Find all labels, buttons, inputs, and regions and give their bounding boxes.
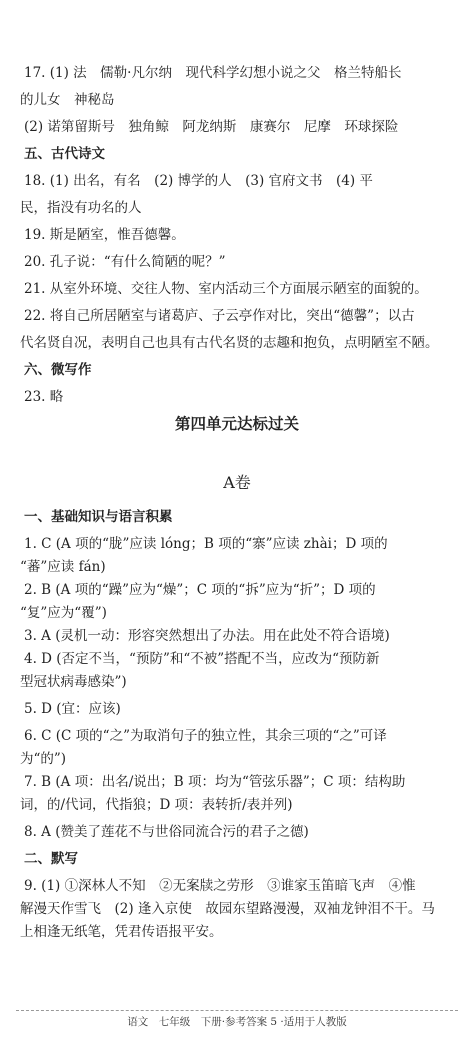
answer-1-line-1: 1. C (A 项的“胧”应读 lóng；B 项的“寨”应读 zhài；D 项的 — [24, 536, 388, 552]
section-heading-dictation: 二、默写 — [24, 851, 78, 867]
answer-8: 8. A (赞美了莲花不与世俗同流合污的君子之德) — [24, 824, 309, 840]
paper-a-title: A卷 — [223, 473, 251, 492]
answer-2-line-1: 2. B (A 项的“躁”应为“燥”；C 项的“拆”应为“折”；D 项的 — [24, 582, 376, 598]
answer-17-line-1: 17. (1) 法 儒勒·凡尔纳 现代科学幻想小说之父 格兰特船长 — [24, 65, 402, 81]
answer-6-line-2: 为“的”) — [20, 751, 67, 767]
answer-20: 20. 孔子说：“有什么简陋的呢？” — [24, 254, 226, 270]
answer-22-line-1: 22. 将自己所居陋室与诸葛庐、子云亭作对比，突出“德馨”；以古 — [24, 308, 415, 324]
answer-1-line-2: “蕃”应读 fán) — [20, 559, 106, 575]
answer-23: 23. 略 — [24, 389, 64, 405]
footer-divider — [16, 1010, 458, 1011]
answer-9-line-2: 解漫天作雪飞 (2) 逢入京使 故园东望路漫漫，双袖龙钟泪不干。马 — [20, 901, 435, 917]
section-heading-basic-knowledge: 一、基础知识与语言积累 — [24, 509, 173, 525]
unit-title: 第四单元达标过关 — [174, 415, 299, 433]
answer-7-line-2: 词，的/代词，代指狼；D 项：表转折/表并列) — [20, 797, 293, 813]
answer-4-line-1: 4. D (否定不当，“预防”和“不被”搭配不当，应改为“预防新 — [24, 651, 380, 667]
answer-6-line-1: 6. C (C 项的“之”为取消句子的独立性，其余三项的“之”可译 — [24, 728, 387, 744]
answer-19: 19. 斯是陋室，惟吾德馨。 — [24, 227, 185, 243]
answer-18-line-1: 18. (1) 出名，有名 (2) 博学的人 (3) 官府文书 (4) 平 — [24, 173, 373, 189]
section-heading-micro-writing: 六、微写作 — [24, 362, 92, 378]
answer-5: 5. D (宜：应该) — [24, 701, 121, 717]
answer-3: 3. A (灵机一动：形容突然想出了办法。用在此处不符合语境) — [24, 628, 390, 644]
page-footer: 语文 七年级 下册·参考答案 5 ·适用于人教版 — [127, 1016, 347, 1028]
answer-4-line-2: 型冠状病毒感染”) — [20, 674, 127, 690]
answer-22-line-2: 代名贤自况，表明自己也具有古代名贤的志趣和抱负，点明陋室不陋。 — [20, 335, 439, 351]
answer-18-line-2: 民，指没有功名的人 — [20, 200, 142, 216]
answer-17-line-3: (2) 诺第留斯号 独角鲸 阿龙纳斯 康赛尔 尼摩 环球探险 — [24, 119, 399, 135]
answer-9-line-1: 9. (1) ①深林人不知 ②无案牍之劳形 ③谁家玉笛暗飞声 ④惟 — [24, 878, 416, 894]
answer-7-line-1: 7. B (A 项：出名/说出；B 项：均为“管弦乐器”；C 项：结构助 — [24, 774, 406, 790]
answer-17-line-2: 的儿女 神秘岛 — [20, 92, 115, 108]
section-heading-ancient-poetry: 五、古代诗文 — [24, 146, 105, 162]
answer-2-line-2: “复”应为“覆”) — [20, 605, 107, 621]
answer-21: 21. 从室外环境、交往人物、室内活动三个方面展示陋室的面貌的。 — [24, 281, 428, 297]
answer-9-line-3: 上相逢无纸笔，凭君传语报平安。 — [20, 924, 223, 940]
